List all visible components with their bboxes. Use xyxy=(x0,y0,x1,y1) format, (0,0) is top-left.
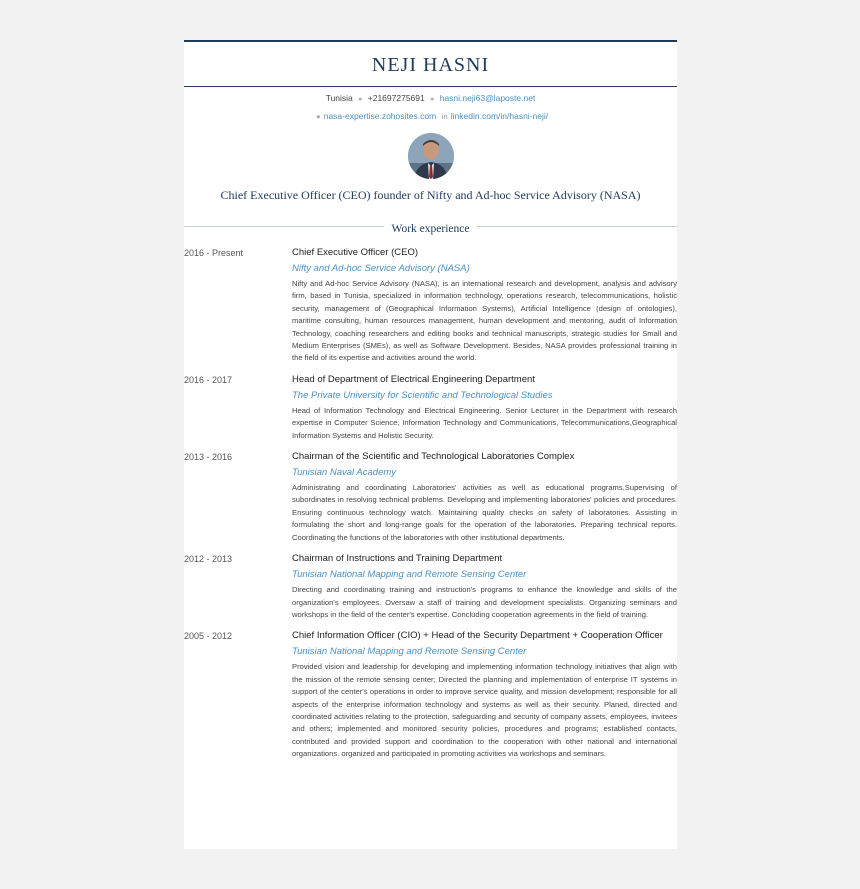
job-company: Tunisian Naval Academy xyxy=(292,467,397,479)
job-entry xyxy=(184,451,677,544)
job-company: Nifty and Ad-hoc Service Advisory (NASA) xyxy=(292,263,470,274)
job-company: Tunisian National Mapping and Remote Sensing Center xyxy=(292,569,527,581)
job-entry xyxy=(184,630,677,760)
job-title: Chairman of the Scientific and Technological Laboratories Complex xyxy=(292,451,575,463)
name-divider xyxy=(184,86,677,87)
linkedin-icon: in xyxy=(441,114,448,121)
job-date: 2005 - 2012 xyxy=(184,631,233,642)
job-entry xyxy=(184,553,677,621)
separator-dot-icon: ● xyxy=(358,96,363,103)
phone-text: +21697275691 xyxy=(367,93,425,103)
globe-icon: ● xyxy=(315,112,321,121)
job-date: 2016 - 2017 xyxy=(184,374,233,385)
linkedin-link[interactable]: linkedin.com/in/hasni-neji/ xyxy=(450,111,549,121)
job-company: Tunisian National Mapping and Remote Sensing Center xyxy=(292,646,527,658)
headline: Chief Executive Officer (CEO) founder of Nifty and Ad-hoc Service Advisory (NASA) xyxy=(220,188,641,202)
job-entry xyxy=(184,374,677,442)
contact-row-primary xyxy=(184,92,677,106)
separator-dot-icon: ● xyxy=(430,96,435,103)
person-name: NEJI HASNI xyxy=(371,54,490,76)
avatar xyxy=(408,133,454,179)
job-date: 2016 - Present xyxy=(184,248,244,258)
job-list xyxy=(184,247,677,761)
location-text: Tunisia xyxy=(325,93,353,103)
website-link[interactable]: nasa-expertise.zohosites.com xyxy=(323,111,437,121)
avatar-photo-icon xyxy=(408,133,454,179)
job-company: The Private University for Scientific and Technological Studies xyxy=(292,389,553,401)
contact-row-links xyxy=(184,110,677,124)
job-body xyxy=(292,247,677,365)
section-title-text: Work experience xyxy=(384,223,478,235)
job-body xyxy=(292,630,677,760)
job-title: Chief Executive Officer (CEO) xyxy=(292,247,419,258)
job-body xyxy=(292,374,677,442)
job-entry xyxy=(184,247,677,365)
resume-page xyxy=(184,40,677,849)
job-description: Provided vision and leadership for developing and implementing information technology initiatives that align with the mission of the remote sensing center; Directed the planning and implementation of enterprise IT systems in support of the center's operations in order to improve service quality, and mission development; responsible for all aspects of the enterprise information technology and systems as well as their security. Planed, directed and coordinated activities relating to the protection, safeguarding and security of company assets, employees, invitees and others; implemented and monitored security policies, procedures and programs; established contacts, contributed and provided support and coordination to the cooperation with other national and international organizations. organized and participated in promoting activities via workshops and seminars. xyxy=(292,662,677,759)
job-title: Chairman of Instructions and Training Department xyxy=(292,553,503,565)
job-description: Administrating and coordinating Laboratories' activities as well as educational programs.Supervising of subordinates in resolving technical problems. Developing and implementing laboratories' policies and procedures. Ensuring continuous technology watch. Maintaining quality checks on safety of laboratories. Assisting in formulating the short and long-range goals for the operation of the laboratories. Preparing technical reports. Coordinating the functions of the laboratories with other institutional departments. xyxy=(292,483,677,542)
job-description: Nifty and Ad-hoc Service Advisory (NASA), is an international research and development, analysis and advisory firm, based in Tunisia, specialized in information technology, operations research, telecommunications, holistic security, management of (Geographical Information Systems), Artificial Intelligence (design of ontologies), maritime consulting, human resources management, human development and mentoring, audit of Information Technology, coaching researchers and editing books and technical manuscripts, strategic studies for Small and Medium Enterprises (SMEs), as well as Software Development. Besides, NASA provides professional training in the field of its expertise and activities around the world. xyxy=(292,279,677,363)
job-title: Head of Department of Electrical Engineering Department xyxy=(292,373,535,385)
email-link[interactable]: hasni.neji63@laposte.net xyxy=(439,93,536,103)
job-description: Directing and coordinating training and instruction's programs to enhance the knowledge and skills of the organization's employees. Oversaw a staff of training and development specialists. Organizing seminars and workshops in the field of the center's expertise. Concluding cooperation agreements in the field of training. xyxy=(292,585,677,619)
job-title: Chief Information Officer (CIO) + Head of the Security Department + Cooperation Officer xyxy=(292,630,663,642)
job-body xyxy=(292,553,677,621)
job-date: 2012 - 2013 xyxy=(184,554,233,565)
job-body xyxy=(292,451,677,544)
job-description: Head of Information Technology and Electrical Engineering. Senior Lecturer in the Department with research expertise in Computer Science, Information Technology and Communications, Telecommunications,Geographical Information Systems and Holistic Security. xyxy=(292,405,677,440)
work-experience-heading xyxy=(184,219,677,233)
job-date: 2013 - 2016 xyxy=(184,452,233,463)
